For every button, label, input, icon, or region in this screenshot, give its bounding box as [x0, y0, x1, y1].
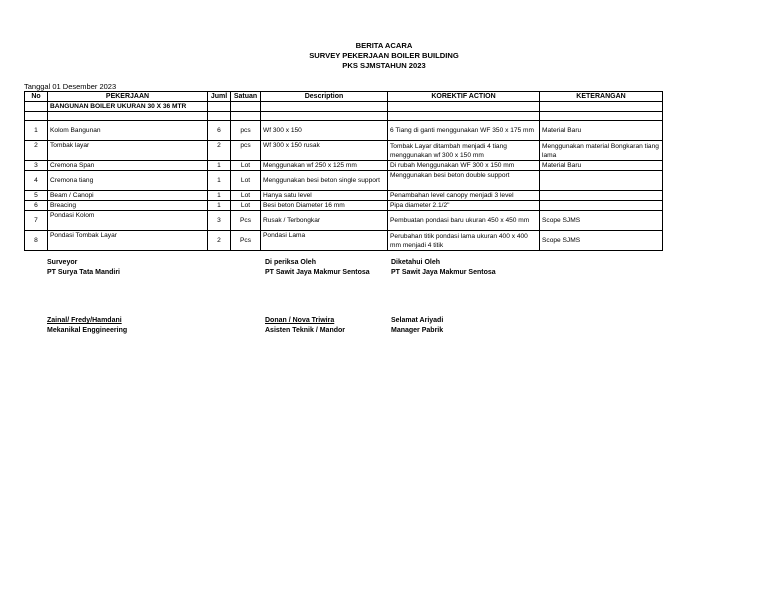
surveyor-names: Zainal/ Fredy/Hamdani: [47, 317, 122, 324]
cell-jumlah: 1: [208, 161, 231, 171]
cell-description: Wf 300 x 150: [261, 121, 388, 141]
cell-pekerjaan: Kolom Bangunan: [48, 121, 208, 141]
table-row: [25, 211, 663, 231]
title-berita-acara: BERITA ACARA: [355, 41, 413, 50]
cell-no: 8: [25, 231, 48, 251]
signatory-checked: [265, 316, 345, 336]
document-title-block: [0, 41, 768, 71]
cell-no: 4: [25, 171, 48, 191]
header-satuan: Satuan: [231, 92, 261, 102]
cell-satuan: Lot: [231, 191, 261, 201]
header-pekerjaan: PEKERJAAN: [48, 92, 208, 102]
signature-surveyor: [47, 258, 120, 278]
cell-keterangan: Material Baru: [540, 121, 663, 141]
known-name: Selamat Ariyadi: [391, 317, 444, 324]
cell-description: Pondasi Lama: [261, 231, 388, 251]
checked-names: Donan / Nova Triwira: [265, 317, 335, 324]
cell-keterangan: [540, 171, 663, 191]
cell-korektif: Penambahan level canopy menjadi 3 level: [388, 191, 540, 201]
title-survey: SURVEY PEKERJAAN BOILER BUILDING: [309, 51, 459, 60]
header-keterangan: KETERANGAN: [540, 92, 663, 102]
cell-keterangan: Material Baru: [540, 161, 663, 171]
table-spacer-row: [25, 112, 663, 121]
cell-jumlah: 2: [208, 141, 231, 161]
cell-keterangan: Menggunakan material Bongkaran tiang lama: [540, 141, 663, 161]
table-header-row: [25, 92, 663, 102]
cell-satuan: Pcs: [231, 211, 261, 231]
table-row: [25, 191, 663, 201]
cell-korektif: Tombak Layar ditambah menjadi 4 tiang menggunakan wf 300 x 150 mm: [388, 141, 540, 161]
title-pks: PKS SJMSTAHUN 2023: [342, 61, 426, 70]
cell-jumlah: 1: [208, 191, 231, 201]
known-label: Diketahui Oleh: [391, 259, 441, 266]
cell-pekerjaan: Cremona tiang: [48, 171, 208, 191]
cell-korektif: Perubahan titik pondasi lama ukuran 400 x 400 mm menjadi 4 titik: [388, 231, 540, 251]
cell-satuan: Lot: [231, 171, 261, 191]
cell-no: 6: [25, 201, 48, 211]
known-company: PT Sawit Jaya Makmur Sentosa: [391, 269, 496, 276]
cell-jumlah: 1: [208, 201, 231, 211]
cell-jumlah: 6: [208, 121, 231, 141]
cell-pekerjaan: Beam / Canopi: [48, 191, 208, 201]
cell-no: 7: [25, 211, 48, 231]
cell-satuan: Pcs: [231, 231, 261, 251]
table-row: [25, 121, 663, 141]
checked-company: PT Sawit Jaya Makmur Sentosa: [265, 269, 370, 276]
cell-keterangan: Scope SJMS: [540, 231, 663, 251]
cell-satuan: pcs: [231, 121, 261, 141]
cell-pekerjaan: Breacing: [48, 201, 208, 211]
cell-no: 3: [25, 161, 48, 171]
cell-description: Hanya satu level: [261, 191, 388, 201]
surveyor-role: Mekanikal Enggineering: [47, 327, 128, 334]
cell-description: Wf 300 x 150 rusak: [261, 141, 388, 161]
section-title: BANGUNAN BOILER UKURAN 30 X 36 MTR: [48, 102, 208, 112]
cell-pekerjaan: Pondasi Tombak Layar: [48, 231, 208, 251]
cell-keterangan: [540, 191, 663, 201]
cell-satuan: Lot: [231, 161, 261, 171]
cell-satuan: Lot: [231, 201, 261, 211]
table-row: [25, 201, 663, 211]
date-line: Tanggal 01 Desember 2023: [24, 82, 117, 91]
cell-keterangan: [540, 201, 663, 211]
known-role: Manager Pabrik: [391, 327, 444, 334]
cell-description: Besi beton Diameter 16 mm: [261, 201, 388, 211]
table-row: [25, 171, 663, 191]
cell-no: 2: [25, 141, 48, 161]
cell-description: Menggunakan besi beton single support: [261, 171, 388, 191]
cell-pekerjaan: Tombak layar: [48, 141, 208, 161]
cell-jumlah: 3: [208, 211, 231, 231]
header-description: Description: [261, 92, 388, 102]
cell-pekerjaan: Pondasi Kolom: [48, 211, 208, 231]
cell-korektif: Menggunakan besi beton double support: [388, 171, 540, 191]
table-row: [25, 161, 663, 171]
table-section-row: [25, 102, 663, 112]
signature-known: [391, 258, 496, 278]
signature-checked: [265, 258, 370, 278]
cell-korektif: Pembuatan pondasi baru ukuran 450 x 450 mm: [388, 211, 540, 231]
cell-jumlah: 2: [208, 231, 231, 251]
checked-label: Di periksa Oleh: [265, 259, 316, 266]
cell-jumlah: 1: [208, 171, 231, 191]
survey-table: [24, 91, 663, 251]
signatory-known: [391, 316, 443, 336]
signatory-surveyor: [47, 316, 127, 336]
cell-keterangan: Scope SJMS: [540, 211, 663, 231]
cell-no: 5: [25, 191, 48, 201]
cell-korektif: Di rubah Menggunakan WF 300 x 150 mm: [388, 161, 540, 171]
surveyor-label: Surveyor: [47, 259, 78, 266]
surveyor-company: PT Surya Tata Mandiri: [47, 269, 120, 276]
header-jumlah: Juml: [208, 92, 231, 102]
header-korektif: KOREKTIF ACTION: [388, 92, 540, 102]
table-row: [25, 231, 663, 251]
cell-pekerjaan: Cremona Span: [48, 161, 208, 171]
checked-role: Asisten Teknik / Mandor: [265, 327, 345, 334]
cell-no: 1: [25, 121, 48, 141]
header-no: No: [25, 92, 48, 102]
table-row: [25, 141, 663, 161]
cell-korektif: Pipa diameter 2.1/2": [388, 201, 540, 211]
cell-korektif: 6 Tiang di ganti menggunakan WF 350 x 175 mm: [388, 121, 540, 141]
cell-description: Menggunakan wf 250 x 125 mm: [261, 161, 388, 171]
cell-satuan: pcs: [231, 141, 261, 161]
cell-description: Rusak / Terbongkar: [261, 211, 388, 231]
